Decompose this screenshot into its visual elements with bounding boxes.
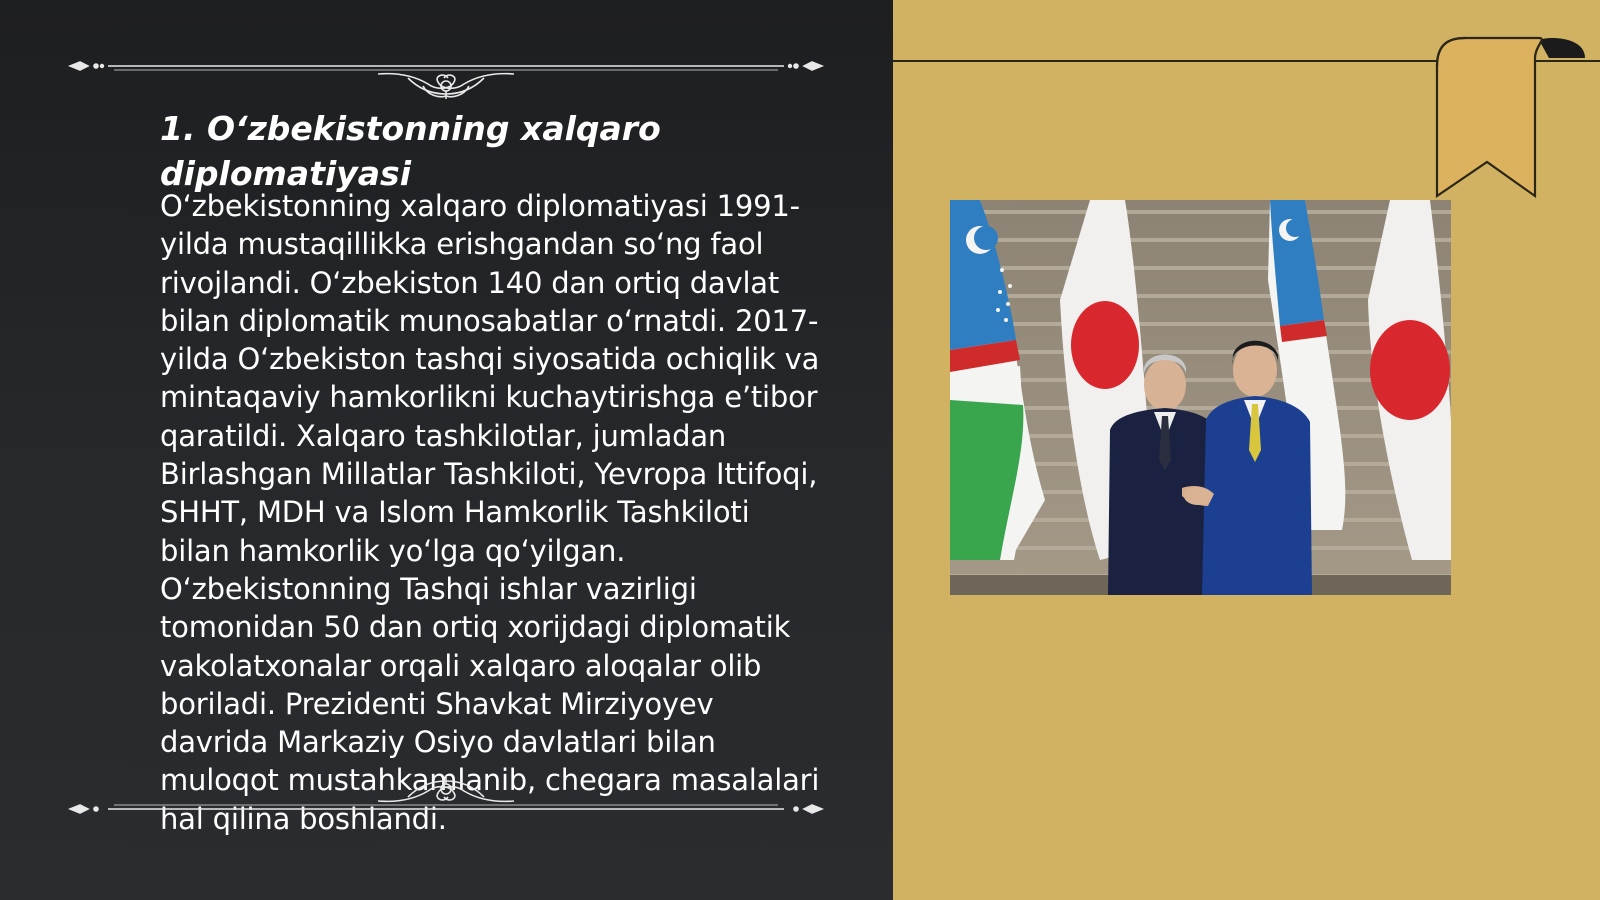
top-ornament-divider <box>68 50 824 100</box>
slide-title: 1. O‘zbekistonning xalqaro diplomatiyasi <box>160 109 661 193</box>
bottom-ornament-divider <box>68 775 824 825</box>
slide-body-text: O‘zbekistonning xalqaro diplomatiyasi 1991-yilda mustaqillikka erishgandan so‘ng faol rivojlandi. O‘zbekiston 140 dan ortiq davlat bilan diplomatik munosabatlar o‘rnatdi. 2017-yilda O‘zbekiston tashqi siyosatida ochiqlik va mintaqaviy hamkorlikni kuchaytirishga e’tibor qaratildi. Xalqaro tashkilotlar, jumladan Birlashgan Millatlar Tashkiloti, Yevropa Ittifoqi, SHHT, MDH va Islom Hamkorlik Tashkiloti bilan hamkorlik yo‘lga qo‘yilgan. O‘zbekistonning Tashqi ishlar vazirligi tomonidan 50 dan ortiq xorijdagi diplomatik vakolatxonalar orqali xalqaro aloqalar olib boriladi. Prezidenti Shavkat Mirziyoyev davrida Markaziy Osiyo davlatlari bilan muloqot mustahkamlanib, chegara masalalari hal qilina boshlandi. <box>160 189 820 836</box>
leaders-handshake-photo <box>950 200 1451 595</box>
ribbon-bookmark-icon <box>1435 36 1585 198</box>
